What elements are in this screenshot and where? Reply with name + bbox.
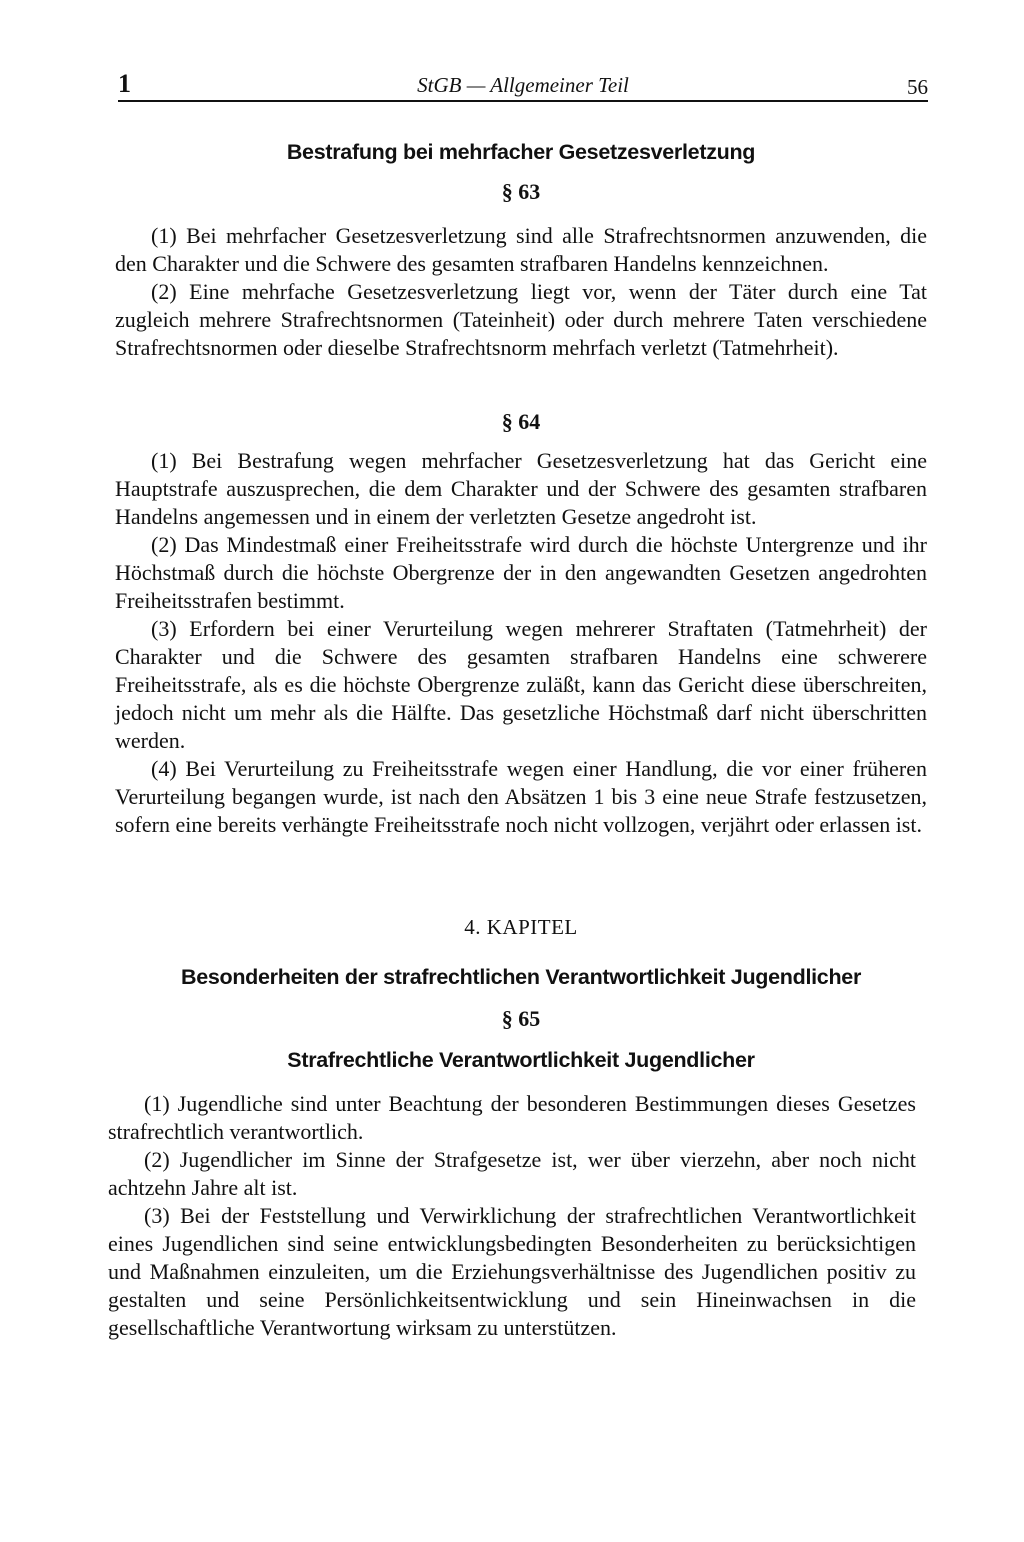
chapter-4-label: 4. KAPITEL [464,915,578,939]
section-64-paragraph-1: (1) Bei Bestrafung wegen mehrfacher Gesetzesverletzung hat das Gericht eine Hauptstrafe auszusprechen, die dem Charakter und der Schwere des gesamten strafbaren Handelns angemessen und in einem der verletzten Gesetze angedroht ist. [115,448,927,529]
section-63-paragraph-1: (1) Bei mehrfacher Gesetzesverletzung sind alle Strafrechtsnormen anzuwenden, die den Charakter und die Schwere des gesamten strafbaren Handelns kennzeichnen. [115,223,927,276]
running-header [118,70,928,102]
section-65-text [108,1090,916,1342]
section-65-paragraph-2: (2) Jugendlicher im Sinne der Strafgesetze ist, wer über vierzehn, aber noch nicht achtzehn Jahre alt ist. [108,1147,916,1200]
chapter-4-heading: Besonderheiten der strafrechtlichen Verantwortlichkeit Jugendlicher [180,965,862,989]
section-64-number: § 64 [501,409,541,434]
section-64-paragraph-4: (4) Bei Verurteilung zu Freiheitsstrafe wegen einer Handlung, die vor einer früheren Verurteilung begangen wurde, ist nach den Absätzen 1 bis 3 eine neue Strafe festzusetzen, sofern eine bereits verhängte Freiheitsstrafe noch nicht vollzogen, verjährt oder erlassen ist. [115,756,927,837]
section-65-paragraph-3: (3) Bei der Feststellung und Verwirklichung der strafrechtlichen Verantwortlichkeit eines Jugendlichen sind seine entwicklungsbedingten Besonderheiten zu berücksichtigen und Maßnahmen einzuleiten, um die Erziehungsverhältnisse des Jugendlichen positiv zu gestalten und seine Persönlichkeitsentwicklung und sein Hineinwachsen in die gesellschaftliche Verantwortung wirksam zu unterstützen. [108,1203,916,1340]
section-63-heading: Bestrafung bei mehrfacher Gesetzesverletzung [286,140,756,164]
section-65-number: § 65 [501,1006,541,1031]
section-64-text [115,447,927,839]
header-page-number: 56 [907,75,928,99]
section-64-paragraph-2: (2) Das Mindestmaß einer Freiheitsstrafe wird durch die höchste Untergrenze und ihr Höchstmaß durch die höchste Obergrenze der in den angewandten Gesetzen angedrohten Freiheitsstrafen bestimmt. [115,532,927,613]
section-64-paragraph-3: (3) Erfordern bei einer Verurteilung wegen mehrerer Straftaten (Tatmehrheit) der Charakter und die Schwere des gesamten strafbaren Handelns eine schwerere Freiheitsstrafe, als es die höchste Obergrenze zuläßt, kann das Gericht diese überschreiten, jedoch nicht um mehr als die Hälfte. Das gesetzliche Höchstmaß darf nicht überschritten werden. [115,616,927,753]
section-63-text [115,222,927,362]
section-63-number: § 63 [501,179,541,204]
header-chapter-number: 1 [118,69,131,98]
section-65-paragraph-1: (1) Jugendliche sind unter Beachtung der besonderen Bestimmungen dieses Gesetzes strafrechtlich verantwortlich. [108,1091,916,1144]
section-63-paragraph-2: (2) Eine mehrfache Gesetzesverletzung liegt vor, wenn der Täter durch eine Tat zugleich mehrere Strafrechtsnormen (Tateinheit) oder durch mehrere Taten verschiedene Strafrechtsnormen oder dieselbe Strafrechtsnorm mehrfach verletzt (Tatmehrheit). [115,279,927,360]
header-title: StGB — Allgemeiner Teil [417,73,629,97]
section-65-heading: Strafrechtliche Verantwortlichkeit Jugendlicher [287,1048,755,1072]
